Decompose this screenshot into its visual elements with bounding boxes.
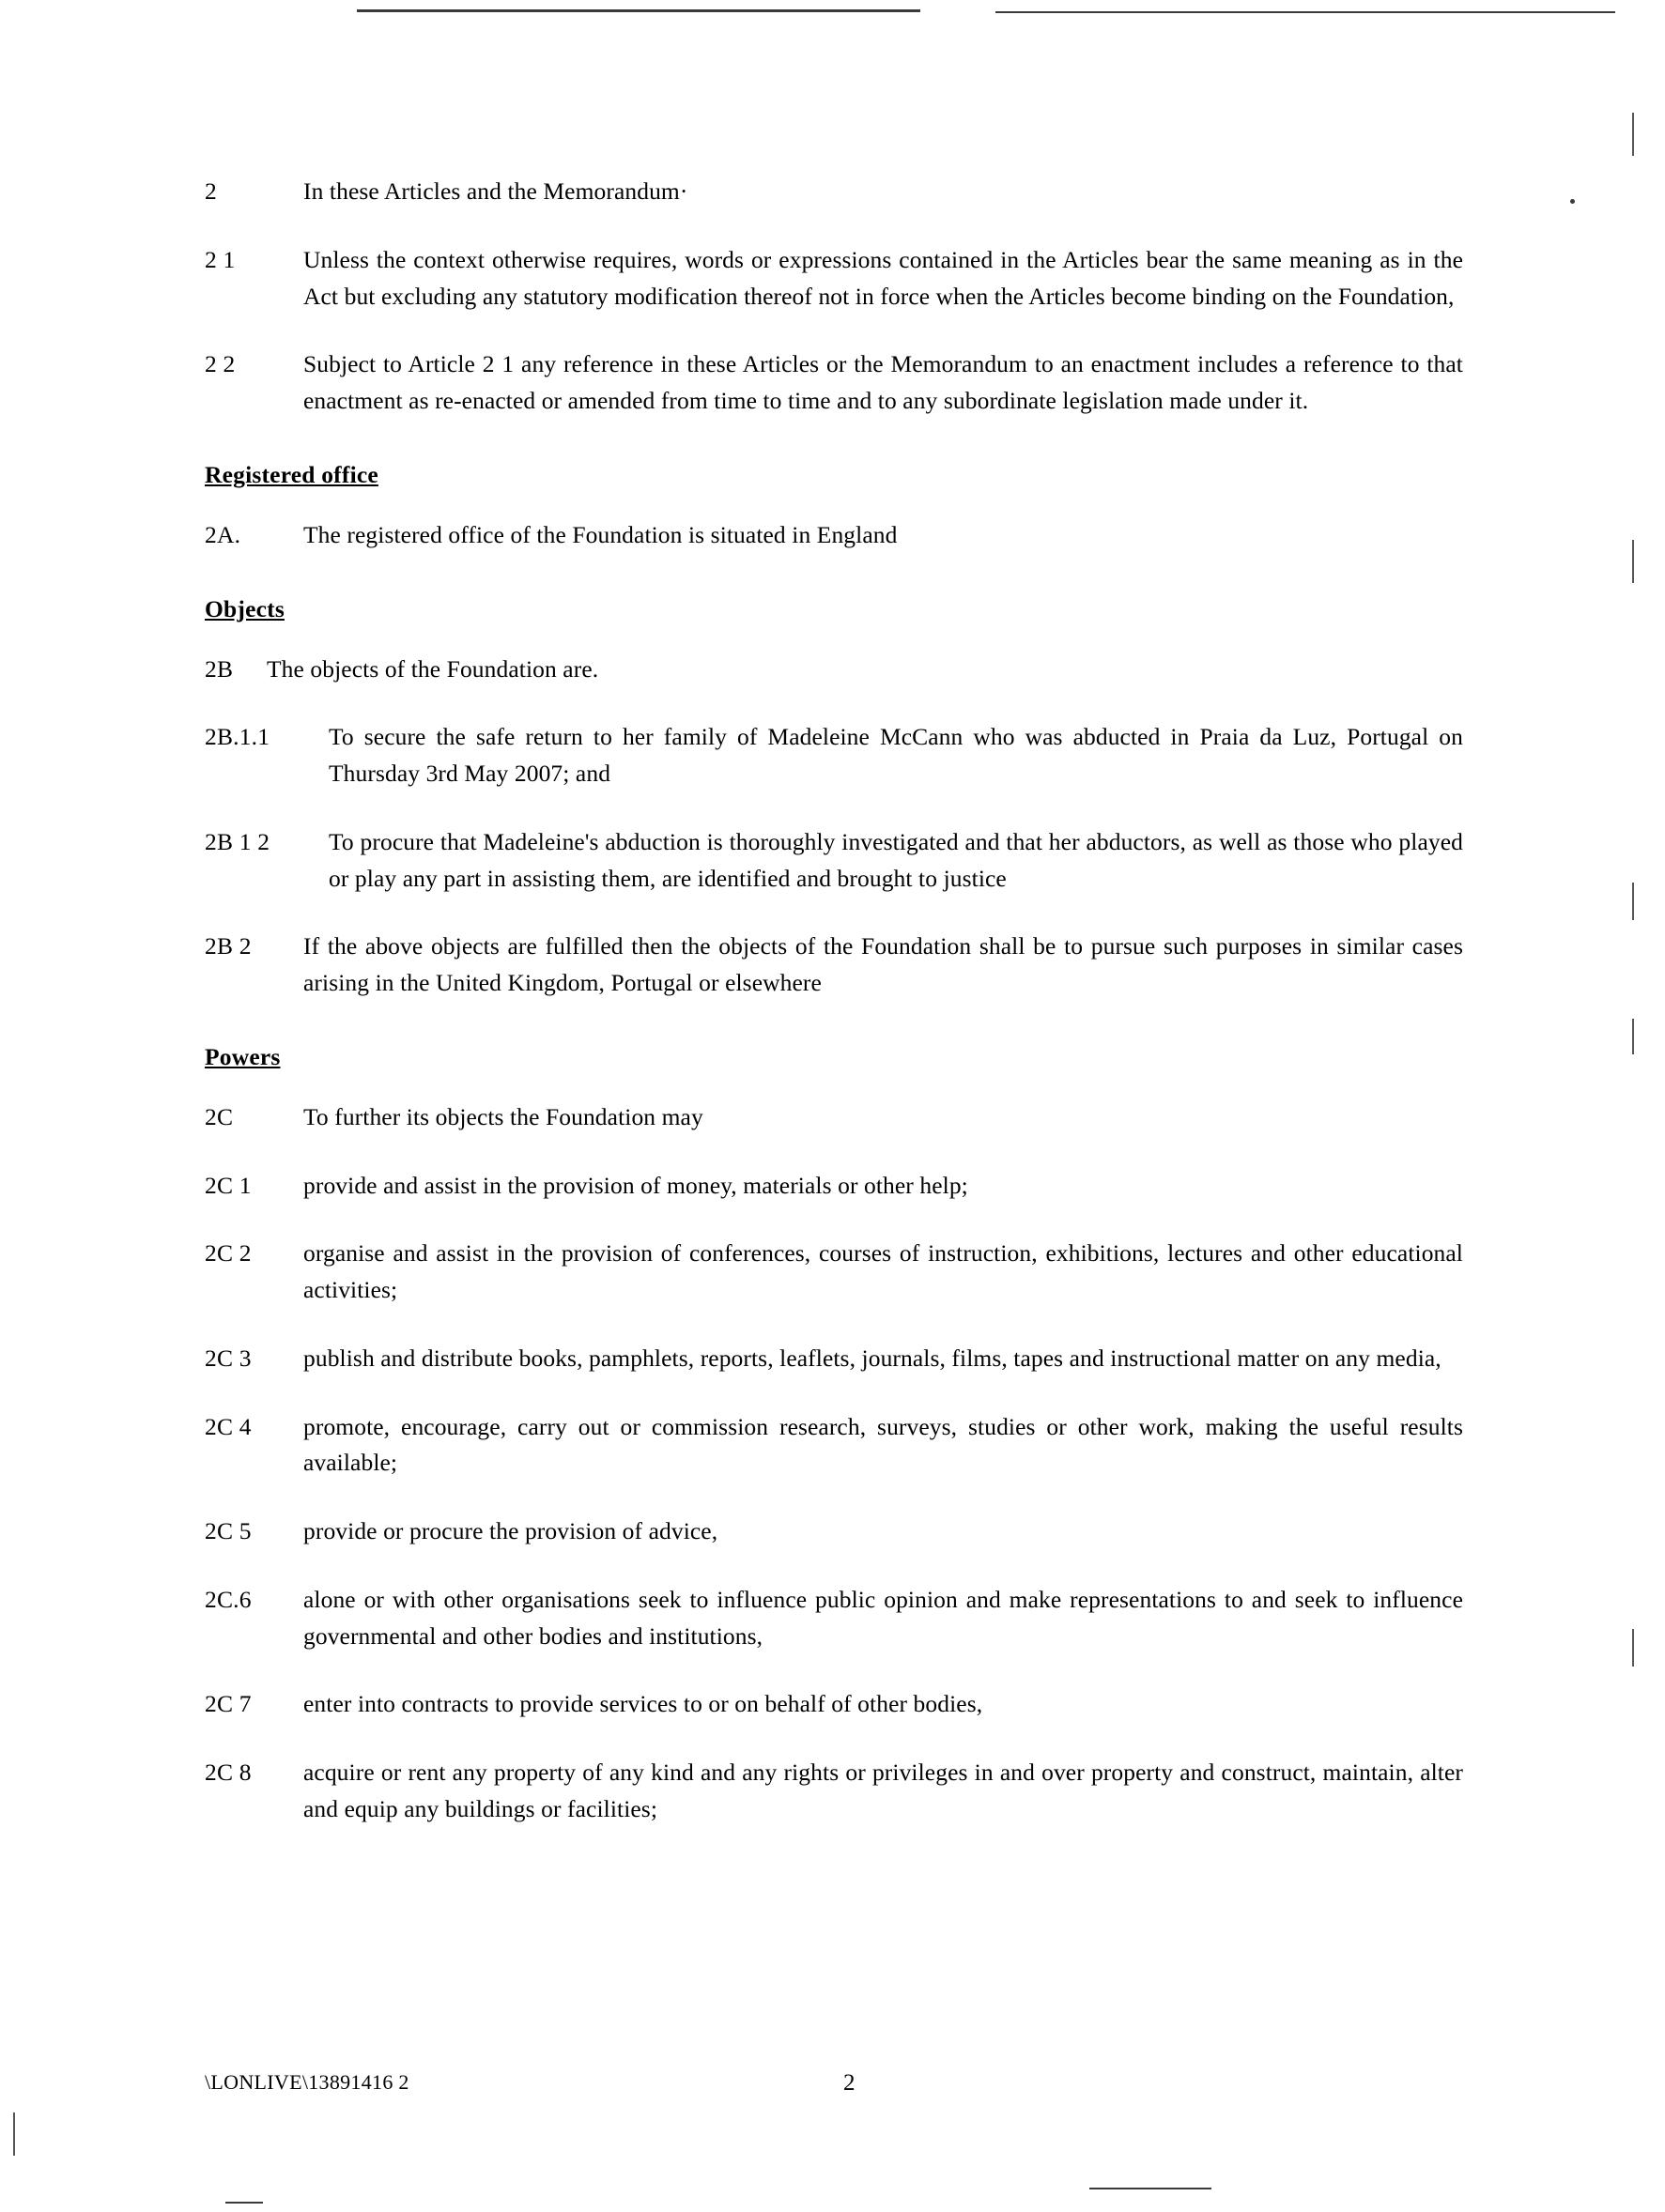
clause-2B-1-2 [205, 824, 1463, 898]
clause-2C-1 [205, 1168, 1463, 1205]
clause-number: 2B 1 2 [205, 827, 270, 855]
clause-2C-8 [205, 1755, 1463, 1828]
clause-text: To procure that Madeleine's abduction is thoroughly investigated and that her abductors, as well as those who played or play any part in assisting them, are identified and brought to justice [329, 827, 1463, 892]
clause-2B [205, 652, 1463, 688]
clause-number: 2B 2 [205, 932, 252, 960]
document-reference: \LONLIVE\13891416 2 [205, 2070, 409, 2094]
clause-text: acquire or rent any property of any kind and any rights or privileges in and over property and construct, maintain, alter and equip any buildings or facilities; [303, 1759, 1463, 1822]
clause-2B-2 [205, 929, 1463, 1002]
clause-text: promote, encourage, carry out or commission research, surveys, studies or other work, making the useful results available; [303, 1412, 1463, 1477]
clause-number: 2C.6 [205, 1585, 252, 1613]
clause-text: To further its objects the Foundation may [303, 1102, 703, 1130]
clause-2C-3 [205, 1341, 1463, 1377]
clause-number: 2C 2 [205, 1239, 252, 1267]
clause-number: 2C 3 [205, 1344, 252, 1372]
page-number: 2 [843, 2070, 856, 2096]
clause-2A [205, 517, 1463, 554]
scan-artifact-bottom [1089, 2188, 1211, 2189]
clause-text: Unless the context otherwise requires, words or expressions contained in the Articles bear the same meaning as in the Act but excluding any statutory modification thereof not in force when the Articles become binding on the Foundation, [303, 245, 1463, 310]
margin-tick-2 [1632, 540, 1634, 583]
margin-tick-5 [1632, 1629, 1634, 1667]
scan-dot-top-right [1570, 199, 1575, 204]
clause-2-2 [205, 346, 1463, 420]
clause-text: The registered office of the Foundation is situated in England [303, 520, 898, 548]
clause-number: 2C 8 [205, 1759, 252, 1786]
clause-text: In these Articles and the Memorandum· [303, 177, 688, 205]
scan-artifact-bottom-left [225, 2202, 263, 2204]
clause-number: 2C 1 [205, 1171, 252, 1199]
clause-2C-2 [205, 1236, 1463, 1309]
clause-number: 2C [205, 1102, 234, 1130]
clause-text: publish and distribute books, pamphlets, reports, leaflets, journals, films, tapes and instructional matter on any media, [303, 1344, 1441, 1372]
clause-text: Subject to Article 2 1 any reference in these Articles or the Memorandum to an enactment includes a reference to that enactment as re-enacted or amended from time to time and to any subordinate legislation made under it. [303, 350, 1463, 414]
clause-text: provide and assist in the provision of money, materials or other help; [303, 1171, 968, 1199]
clause-text: organise and assist in the provision of conferences, courses of instruction, exhibitions, lectures and other educational activities; [303, 1239, 1463, 1303]
clause-2C-6 [205, 1582, 1463, 1655]
clause-2C-7 [205, 1686, 1463, 1723]
clause-number: 2 [205, 177, 217, 205]
scan-artifact-top-left [357, 9, 920, 12]
clause-text: provide or procure the provision of advice, [303, 1517, 718, 1544]
section-heading-registered-office: Registered office [205, 460, 378, 488]
clause-number: 2C 7 [205, 1690, 252, 1718]
clause-2B-1-1 [205, 719, 1463, 792]
margin-tick-6 [13, 2112, 15, 2156]
clause-number: 2A. [205, 520, 241, 548]
document-body [205, 174, 1463, 1860]
clause-2 [205, 174, 1463, 210]
clause-number: 2C 4 [205, 1412, 252, 1440]
margin-tick-3 [1632, 883, 1634, 920]
clause-text: If the above objects are fulfilled then the objects of the Foundation shall be to pursue such purposes in similar cases arising in the United Kingdom, Portugal or elsewhere [303, 932, 1463, 996]
clause-text: To secure the safe return to her family of Madeleine McCann who was abducted in Praia da Luz, Portugal on Thursday 3rd May 2007; and [329, 723, 1463, 787]
margin-tick-1 [1632, 113, 1634, 156]
clause-text: alone or with other organisations seek to influence public opinion and make representations to and seek to influence governmental and other bodies and institutions, [303, 1585, 1463, 1650]
clause-2-1 [205, 242, 1463, 315]
clause-number: 2 2 [205, 350, 236, 378]
clause-text: The objects of the Foundation are. [267, 654, 599, 683]
clause-text: enter into contracts to provide services to or on behalf of other bodies, [303, 1690, 983, 1718]
clause-number: 2C 5 [205, 1517, 252, 1544]
clause-number: 2B [205, 654, 234, 683]
clause-2C-4 [205, 1409, 1463, 1482]
margin-tick-4 [1632, 1019, 1634, 1054]
clause-number: 2 1 [205, 245, 236, 273]
section-heading-powers: Powers [205, 1042, 281, 1070]
clause-2C [205, 1099, 1463, 1136]
clause-2C-5 [205, 1513, 1463, 1550]
section-heading-objects: Objects [205, 594, 285, 622]
scan-artifact-top-right [995, 11, 1615, 13]
clause-number: 2B.1.1 [205, 723, 270, 751]
